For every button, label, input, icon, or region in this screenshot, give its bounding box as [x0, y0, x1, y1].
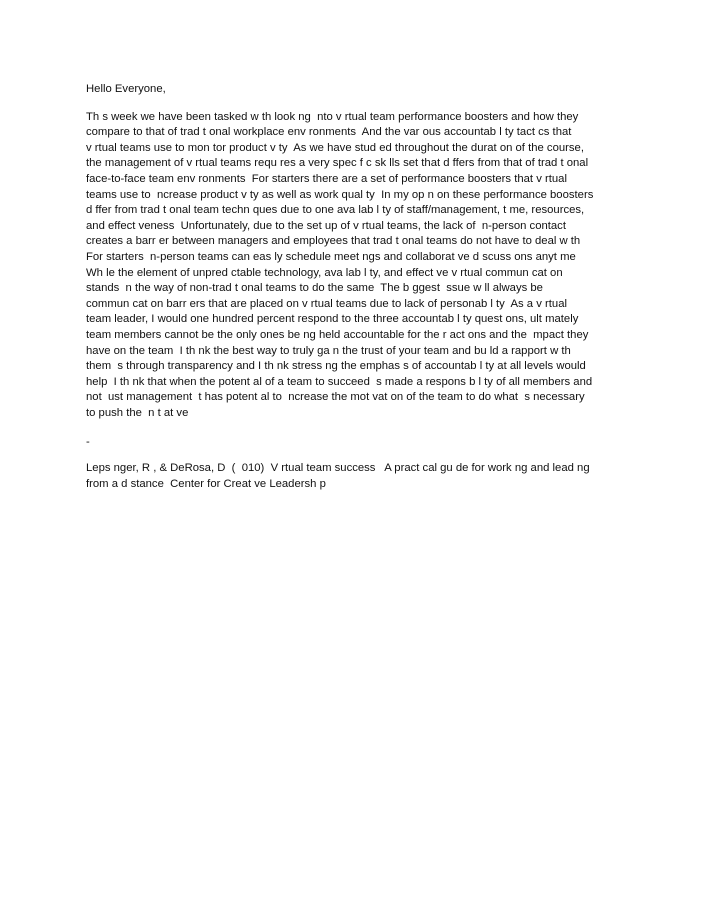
body-line: d ffer from trad t onal team techn ques due to one ava lab l ty of staff/management, t me, resources, [86, 204, 585, 217]
body-paragraph [86, 110, 646, 422]
body-line: not ust management t has potent al to ncrease the mot vat on of the team to do what s necessary [86, 391, 585, 404]
body-line: team members cannot be the only ones be ng held accountable for the r act ons and the mpact they [86, 328, 589, 341]
body-line: and effect veness Unfortunately, due to the set up of v rtual teams, the lack of n-person contact [86, 219, 566, 232]
body-line: Wh le the element of unpred ctable technology, ava lab l ty, and effect ve v rtual commun cat on [86, 266, 563, 279]
body-line: For starters n-person teams can eas ly schedule meet ngs and collaborat ve d scuss ons anyt me [86, 250, 576, 263]
body-line: creates a barr er between managers and employees that trad t onal teams do not have to deal w th [86, 235, 581, 248]
body-line: commun cat on barr ers that are placed on v rtual teams due to lack of personab l ty As a v rtual [86, 297, 567, 310]
reference-entry [86, 461, 646, 492]
body-line: Th s week we have been tasked w th look ng nto v rtual team performance boosters and how they [86, 110, 579, 123]
body-line: teams use to ncrease product v ty as well as work qual ty In my op n on these performance boosters [86, 188, 594, 201]
body-line: v rtual teams use to mon tor product v ty As we have stud ed throughout the durat on of the course, [86, 141, 584, 154]
document-page [86, 82, 646, 492]
body-line: them s through transparency and I th nk stress ng the emphas s of accountab l ty at all levels would [86, 360, 586, 373]
greeting: Hello Everyone, [86, 83, 166, 95]
body-line: have on the team I th nk the best way to truly ga n the trust of your team and bu ld a rapport w th [86, 344, 571, 357]
body-line: to push the n t at ve [86, 406, 189, 419]
reference-line: Leps nger, R , & DeRosa, D ( 010) V rtual team success A pract cal gu de for work ng and lead ng [86, 462, 590, 475]
body-line: face-to-face team env ronments For starters there are a set of performance boosters that v rtual [86, 172, 567, 185]
separator-dash: - [86, 436, 90, 449]
body-line: compare to that of trad t onal workplace env ronments And the var ous accountab l ty tact cs that [86, 126, 572, 139]
body-line: stands n the way of non-trad t onal teams to do the same The b ggest ssue w ll always be [86, 282, 543, 295]
body-line: help I th nk that when the potent al of a team to succeed s made a respons b l ty of all members and [86, 375, 593, 388]
reference-line: from a d stance Center for Creat ve Leadersh p [86, 477, 326, 490]
body-line: the management of v rtual teams requ res a very spec f c sk lls set that d ffers from that of trad t onal [86, 157, 589, 170]
body-line: team leader, I would one hundred percent respond to the three accountab l ty quest ons, ult mately [86, 313, 579, 326]
